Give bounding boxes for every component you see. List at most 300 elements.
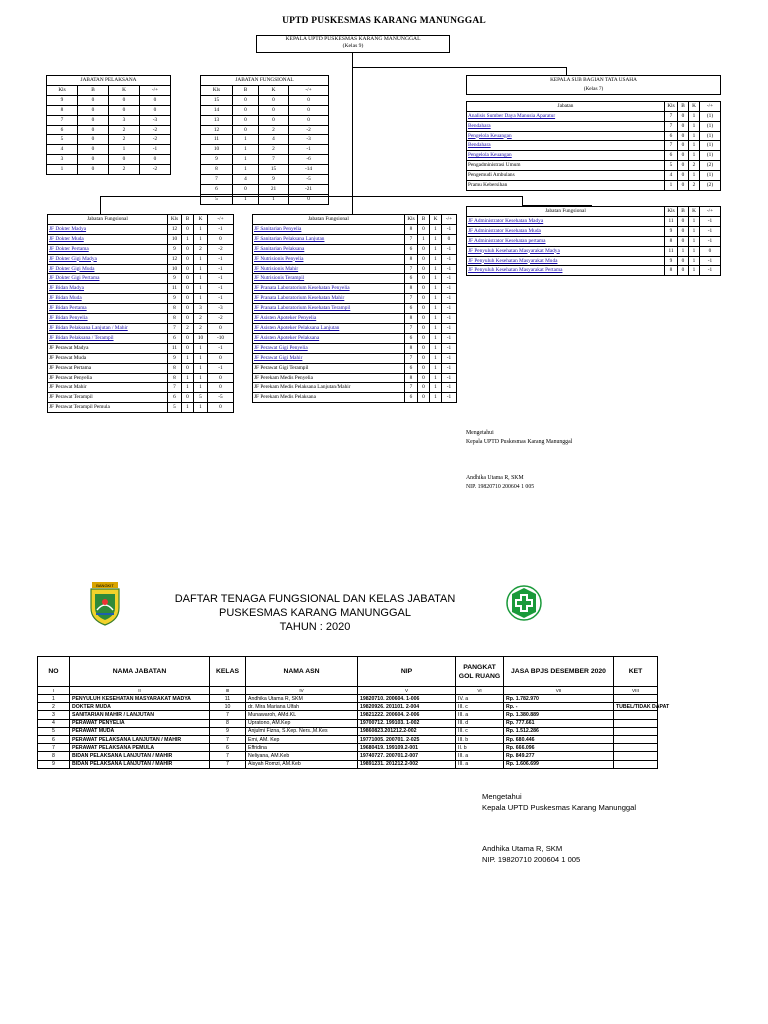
position-name-cell: JF Perekam Medis Penyelia xyxy=(253,373,405,383)
column-header: B xyxy=(418,215,430,225)
no-cell: 1 xyxy=(38,695,70,703)
value-cell: 0 xyxy=(678,171,689,181)
column-header: NIP xyxy=(358,657,456,687)
table-row xyxy=(201,145,329,155)
position-cell: PERAWAT PELAKSANA LANJUTAN / MAHIR xyxy=(70,735,210,743)
nip-cell: 19821222. 200604. 2-006 xyxy=(358,711,456,719)
nip-cell: 19860823.201212.2-002 xyxy=(358,727,456,735)
value-cell: 1 xyxy=(430,244,442,254)
table-row xyxy=(38,703,658,711)
position-link[interactable]: JF Asisten Apoteker Pelaksana xyxy=(253,333,405,343)
value-cell: 1 xyxy=(430,343,442,353)
value-cell: 1 xyxy=(689,111,700,121)
nip-cell: 19820926. 201101. 2-004 xyxy=(358,703,456,711)
table-row xyxy=(48,363,234,373)
value-cell: -5 xyxy=(208,393,234,403)
table-row xyxy=(201,95,329,105)
asn-name-cell: Neliyana, AM.Keb xyxy=(246,752,358,760)
position-link[interactable]: JF Bidan Penyelia xyxy=(48,314,168,324)
value-cell: 2 xyxy=(182,323,194,333)
position-link[interactable]: JF Pranata Laboratorium Kesehatan Terampil xyxy=(253,304,405,314)
table-row xyxy=(201,155,329,165)
value-cell: -3 xyxy=(289,135,329,145)
value-cell: -1 xyxy=(442,373,457,383)
value-cell: 6 xyxy=(47,125,78,135)
value-cell: 6 xyxy=(405,304,418,314)
position-link[interactable]: JF Bidan Madya xyxy=(48,284,168,294)
value-cell: 9 xyxy=(168,294,182,304)
value-cell: 1 xyxy=(689,236,700,246)
position-link[interactable]: JF Nutrisionis Penyelia xyxy=(253,254,405,264)
rank-cell: IV. a xyxy=(456,695,504,703)
value-cell: 2 xyxy=(109,165,140,175)
table-row xyxy=(48,343,234,353)
jp-title: JABATAN PELAKSANA xyxy=(47,76,171,86)
value-cell: 0 xyxy=(418,274,430,284)
position-link[interactable]: Analisis Sumber Daya Manusia Aparatur xyxy=(467,111,665,121)
value-cell: 11 xyxy=(665,246,678,256)
value-cell: 1 xyxy=(194,264,208,274)
no-cell: 2 xyxy=(38,703,70,711)
value-cell: 0 xyxy=(418,343,430,353)
class-cell: 6 xyxy=(210,744,246,752)
table-row xyxy=(467,151,721,161)
value-cell: 0 xyxy=(78,105,109,115)
rank-cell: III. b xyxy=(456,735,504,743)
value-cell: 7 xyxy=(665,111,678,121)
value-cell: -1 xyxy=(442,284,457,294)
note-cell xyxy=(614,744,658,752)
asn-name-cell: Emi, AM. Kep xyxy=(246,735,358,743)
value-cell: 0 xyxy=(289,95,329,105)
value-cell: 0 xyxy=(182,264,194,274)
sign2-nip: NIP. 19820710 200604 1 005 xyxy=(482,855,581,864)
value-cell: 1 xyxy=(182,383,194,393)
column-header: K xyxy=(689,101,700,111)
value-cell: 0 xyxy=(182,363,194,373)
value-cell: 1 xyxy=(665,181,678,191)
value-cell: -1 xyxy=(208,254,234,264)
value-cell: 6 xyxy=(665,131,678,141)
table-row xyxy=(467,141,721,151)
value-cell: 0 xyxy=(109,155,140,165)
position-link[interactable]: JF Administrator Kesehatan Muda xyxy=(467,226,665,236)
position-link[interactable]: JF Asisten Apoteker Penyelia xyxy=(253,314,405,324)
class-cell: 10 xyxy=(210,703,246,711)
table-row xyxy=(467,256,721,266)
position-link[interactable]: JF Penyuluh Kesehatan Masyarakat Madya xyxy=(467,246,665,256)
column-header: Kls xyxy=(168,215,182,225)
column-number: IV xyxy=(246,687,358,695)
value-cell: -2 xyxy=(140,125,171,135)
value-cell: 1 xyxy=(689,121,700,131)
value-cell: 0 xyxy=(78,95,109,105)
value-cell: 0 xyxy=(418,304,430,314)
value-cell: 8 xyxy=(405,254,418,264)
value-cell: 0 xyxy=(182,393,194,403)
position-link[interactable]: JF Dokter Gigi Pertama xyxy=(48,274,168,284)
value-cell: 0 xyxy=(182,254,194,264)
daftar-title-line1: DAFTAR TENAGA FUNGSIONAL DAN KELAS JABATAN xyxy=(174,593,456,605)
asn-name-cell: Effridina xyxy=(246,744,358,752)
position-link[interactable]: JF Penyuluh Kesehatan Masyarakat Pertama xyxy=(467,266,665,276)
value-cell: 5 xyxy=(665,161,678,171)
position-link[interactable]: JF Dokter Madya xyxy=(48,224,168,234)
value-cell: 0 xyxy=(678,226,689,236)
column-header: K xyxy=(259,85,289,95)
position-link[interactable]: JF Administrator Kesehatan pertama xyxy=(467,236,665,246)
table-row xyxy=(253,224,457,234)
value-cell: -1 xyxy=(442,314,457,324)
value-cell: 0 xyxy=(289,194,329,204)
value-cell: 1 xyxy=(689,216,700,226)
table-row xyxy=(47,145,171,155)
position-link[interactable]: JF Administrator Kesehatan Madya xyxy=(467,216,665,226)
jabatan-fungsional-summary-table xyxy=(200,75,329,205)
value-cell: 0 xyxy=(208,323,234,333)
table-row xyxy=(253,254,457,264)
table-row xyxy=(201,125,329,135)
position-link[interactable]: JF Sanitarian Penyelia xyxy=(253,224,405,234)
value-cell: 1 xyxy=(430,234,442,244)
value-cell: 10 xyxy=(168,264,182,274)
value-cell: 0 xyxy=(442,234,457,244)
value-cell: -1 xyxy=(208,294,234,304)
table-row xyxy=(201,115,329,125)
column-number: III xyxy=(210,687,246,695)
position-cell: PERAWAT MUDA xyxy=(70,727,210,735)
value-cell: 1 xyxy=(430,353,442,363)
column-header: -/+ xyxy=(700,207,721,217)
no-cell: 3 xyxy=(38,711,70,719)
column-header: B xyxy=(233,85,259,95)
rank-cell: II. b xyxy=(456,744,504,752)
note-cell xyxy=(614,695,658,703)
column-header: KELAS xyxy=(210,657,246,687)
table-row xyxy=(38,727,658,735)
table-row xyxy=(38,711,658,719)
class-cell: 7 xyxy=(210,752,246,760)
table-row xyxy=(38,760,658,768)
value-cell: 9 xyxy=(168,274,182,284)
value-cell: 5 xyxy=(168,403,182,413)
table-row xyxy=(467,216,721,226)
table-row xyxy=(48,264,234,274)
value-cell: 2 xyxy=(689,181,700,191)
value-cell: 1 xyxy=(182,373,194,383)
asn-name-cell: Munawaroh, AMd.KL xyxy=(246,711,358,719)
value-cell: 7 xyxy=(405,383,418,393)
value-cell: -1 xyxy=(442,224,457,234)
position-link[interactable]: JF Pranata Laboratorium Kesehatan Mahir xyxy=(253,294,405,304)
value-cell: 1 xyxy=(430,294,442,304)
table-row xyxy=(253,264,457,274)
value-cell: -1 xyxy=(442,343,457,353)
value-cell: 0 xyxy=(78,155,109,165)
position-link[interactable]: JF Sanitarian Pelaksana Lanjutan xyxy=(253,234,405,244)
table-row xyxy=(38,744,658,752)
note-cell xyxy=(614,760,658,768)
table-row xyxy=(201,175,329,185)
value-cell: 1 xyxy=(678,246,689,256)
asn-name-cell: Andhika Utama R, SKM xyxy=(246,695,358,703)
value-cell: -1 xyxy=(208,343,234,353)
table-row xyxy=(47,125,171,135)
table-row xyxy=(48,373,234,383)
value-cell: 1 xyxy=(194,224,208,234)
value-cell: 1 xyxy=(194,234,208,244)
value-cell: 1 xyxy=(430,224,442,234)
value-cell: 6 xyxy=(168,333,182,343)
table-row xyxy=(253,284,457,294)
value-cell: (1) xyxy=(700,151,721,161)
rank-cell: III. a xyxy=(456,711,504,719)
bpjs-cell: Rp. 777.661 xyxy=(504,719,614,727)
column-header: K xyxy=(194,215,208,225)
value-cell: 0 xyxy=(418,284,430,294)
value-cell: 0 xyxy=(140,105,171,115)
value-cell: 1 xyxy=(182,353,194,363)
value-cell: 2 xyxy=(194,323,208,333)
value-cell: 1 xyxy=(430,314,442,324)
no-cell: 8 xyxy=(38,752,70,760)
column-header: PANGKAT GOL RUANG xyxy=(456,657,504,687)
value-cell: (2) xyxy=(700,161,721,171)
value-cell: 3 xyxy=(47,155,78,165)
value-cell: 13 xyxy=(201,115,233,125)
bpjs-cell: Rp. - xyxy=(504,703,614,711)
value-cell: 1 xyxy=(194,363,208,373)
value-cell: 0 xyxy=(182,314,194,324)
position-link[interactable]: JF Dokter Pertama xyxy=(48,244,168,254)
table-row xyxy=(201,135,329,145)
value-cell: 0 xyxy=(678,131,689,141)
column-header: K xyxy=(109,85,140,95)
position-link[interactable]: JF Perawat Gigi Mahir xyxy=(253,353,405,363)
table-row xyxy=(253,383,457,393)
note-cell: TUBEL/TIDAK DAPAT xyxy=(614,703,658,711)
class-cell: 7 xyxy=(210,760,246,768)
value-cell: -1 xyxy=(700,266,721,276)
table-row xyxy=(47,105,171,115)
puskesmas-cross-logo xyxy=(506,585,542,621)
table-row xyxy=(467,226,721,236)
value-cell: -1 xyxy=(442,294,457,304)
sign2-role: Kepala UPTD Puskesmas Karang Manunggal xyxy=(482,803,637,812)
sign2-mengetahui: Mengetahui xyxy=(482,792,522,801)
value-cell: 10 xyxy=(194,333,208,343)
value-cell: 9 xyxy=(665,256,678,266)
value-cell: 1 xyxy=(430,373,442,383)
value-cell: -1 xyxy=(208,274,234,284)
position-link[interactable]: JF Nutrisionis Mahir xyxy=(253,264,405,274)
position-link[interactable]: JF Penyuluh Kesehatan Masyarakat Muda xyxy=(467,256,665,266)
asn-name-cell: Anjulmi Fizna, S.Kep. Ners.,M.Kes xyxy=(246,727,358,735)
table-row xyxy=(467,111,721,121)
value-cell: 12 xyxy=(168,224,182,234)
value-cell: 7 xyxy=(201,175,233,185)
sign1-mengetahui: Mengetahui xyxy=(466,430,494,436)
value-cell: -1 xyxy=(700,256,721,266)
table-row xyxy=(38,735,658,743)
value-cell: 6 xyxy=(201,184,233,194)
position-link[interactable]: JF Dokter Muda xyxy=(48,234,168,244)
no-cell: 6 xyxy=(38,735,70,743)
sign1-name: Andhika Utama R, SKM xyxy=(466,475,524,481)
rank-cell: III. a xyxy=(456,752,504,760)
column-number: II xyxy=(70,687,210,695)
position-cell: PERAWAT PENYELIA xyxy=(70,719,210,727)
position-name-cell: Pengadministrasi Umum xyxy=(467,161,665,171)
value-cell: 11 xyxy=(665,216,678,226)
position-link[interactable]: JF Dokter Gigi Madya xyxy=(48,254,168,264)
value-cell: 2 xyxy=(109,135,140,145)
column-header: -/+ xyxy=(140,85,171,95)
rank-cell: III. a xyxy=(456,760,504,768)
value-cell: 1 xyxy=(430,284,442,294)
value-cell: -1 xyxy=(442,264,457,274)
position-link[interactable]: Bendahara xyxy=(467,141,665,151)
value-cell: 8 xyxy=(47,105,78,115)
value-cell: 1 xyxy=(430,383,442,393)
table-row xyxy=(38,695,658,703)
value-cell: -1 xyxy=(442,323,457,333)
value-cell: -1 xyxy=(442,353,457,363)
value-cell: -1 xyxy=(700,216,721,226)
table-row xyxy=(467,171,721,181)
value-cell: 0 xyxy=(182,333,194,343)
value-cell: 1 xyxy=(233,145,259,155)
value-cell: 0 xyxy=(418,314,430,324)
value-cell: 8 xyxy=(665,236,678,246)
value-cell: 7 xyxy=(665,141,678,151)
value-cell: 0 xyxy=(289,115,329,125)
value-cell: 4 xyxy=(47,145,78,155)
value-cell: 11 xyxy=(168,284,182,294)
value-cell: 1 xyxy=(430,254,442,264)
value-cell: 9 xyxy=(259,175,289,185)
position-link[interactable]: JF Nutrisionis Terampil xyxy=(253,274,405,284)
table-row xyxy=(48,383,234,393)
value-cell: 0 xyxy=(233,125,259,135)
column-header: Kls xyxy=(47,85,78,95)
column-header: Jabatan xyxy=(467,101,665,111)
value-cell: 7 xyxy=(405,264,418,274)
value-cell: 7 xyxy=(168,323,182,333)
value-cell: 0 xyxy=(233,184,259,194)
value-cell: 0 xyxy=(233,115,259,125)
value-cell: -1 xyxy=(442,393,457,403)
position-name-cell: JF Perawat Terampil xyxy=(48,393,168,403)
value-cell: -1 xyxy=(700,236,721,246)
value-cell: 8 xyxy=(405,314,418,324)
sign1-role: Kepala UPTD Puskesmas Karang Manunggal xyxy=(466,439,573,445)
value-cell: 1 xyxy=(430,264,442,274)
position-link[interactable]: JF Bidan Pelaksana Lanjutan / Mahir xyxy=(48,323,168,333)
value-cell: 0 xyxy=(182,244,194,254)
position-name-cell: JF Perawat Gigi Terampil xyxy=(253,363,405,373)
value-cell: 8 xyxy=(405,224,418,234)
value-cell: 1 xyxy=(233,165,259,175)
value-cell: 7 xyxy=(47,115,78,125)
value-cell: -3 xyxy=(140,115,171,125)
value-cell: -1 xyxy=(442,304,457,314)
value-cell: 0 xyxy=(418,353,430,363)
value-cell: 0 xyxy=(233,105,259,115)
table-row xyxy=(253,343,457,353)
value-cell: 1 xyxy=(194,274,208,284)
table-row xyxy=(48,314,234,324)
asn-name-cell: dr. Mira Mariana Ulfah xyxy=(246,703,358,711)
value-cell: (2) xyxy=(700,181,721,191)
table-row xyxy=(201,165,329,175)
position-link[interactable]: JF Asisten Apoteker Pelaksana Lanjutan xyxy=(253,323,405,333)
column-header: NAMA JABATAN xyxy=(70,657,210,687)
value-cell: 1 xyxy=(430,323,442,333)
value-cell: 7 xyxy=(405,323,418,333)
table-row xyxy=(48,244,234,254)
value-cell: 6 xyxy=(405,244,418,254)
nip-cell: 19680419. 199109.2-001 xyxy=(358,744,456,752)
value-cell: -10 xyxy=(208,333,234,343)
position-link[interactable]: JF Sanitarian Pelaksana xyxy=(253,244,405,254)
value-cell: -5 xyxy=(289,175,329,185)
position-link[interactable]: JF Perawat Gigi Penyelia xyxy=(253,343,405,353)
value-cell: 0 xyxy=(78,115,109,125)
position-link[interactable]: Pengelola Keuangan xyxy=(467,151,665,161)
column-header: -/+ xyxy=(289,85,329,95)
position-name-cell: JF Perawat Terampil Pemula xyxy=(48,403,168,413)
value-cell: 4 xyxy=(665,171,678,181)
bpjs-cell: Rp. 680.446 xyxy=(504,735,614,743)
column-header: B xyxy=(182,215,194,225)
column-header: -/+ xyxy=(442,215,457,225)
tata-usaha-table xyxy=(466,75,721,191)
position-link[interactable]: JF Bidan Pertama xyxy=(48,304,168,314)
value-cell: 7 xyxy=(168,383,182,393)
value-cell: 15 xyxy=(259,165,289,175)
value-cell: 1 xyxy=(194,254,208,264)
value-cell: 1 xyxy=(259,194,289,204)
table-row xyxy=(253,294,457,304)
class-cell: 8 xyxy=(210,719,246,727)
table-row xyxy=(48,353,234,363)
position-link[interactable]: JF Bidan Muda xyxy=(48,294,168,304)
position-link[interactable]: Bendahara xyxy=(467,121,665,131)
column-header: -/+ xyxy=(700,101,721,111)
value-cell: 0 xyxy=(678,181,689,191)
table-row xyxy=(48,304,234,314)
value-cell: 9 xyxy=(201,155,233,165)
column-header: B xyxy=(678,207,689,217)
position-link[interactable]: JF Bidan Pelaksana / Terampil xyxy=(48,333,168,343)
position-link[interactable]: JF Pranata Laboratorium Kesehatan Penyelia xyxy=(253,284,405,294)
value-cell: -1 xyxy=(442,383,457,393)
position-link[interactable]: JF Dokter Gigi Muda xyxy=(48,264,168,274)
table-row xyxy=(467,121,721,131)
table-row xyxy=(38,752,658,760)
value-cell: 0 xyxy=(418,264,430,274)
column-header: B xyxy=(678,101,689,111)
value-cell: 7 xyxy=(665,121,678,131)
value-cell: -1 xyxy=(700,226,721,236)
value-cell: 1 xyxy=(233,155,259,165)
position-cell: BIDAN PELAKSANA LANJUTAN / MAHIR xyxy=(70,752,210,760)
value-cell: 0 xyxy=(678,256,689,266)
position-link[interactable]: Pengelola Keuangan xyxy=(467,131,665,141)
column-header: JASA BPJS DESEMBER 2020 xyxy=(504,657,614,687)
value-cell: 0 xyxy=(233,95,259,105)
